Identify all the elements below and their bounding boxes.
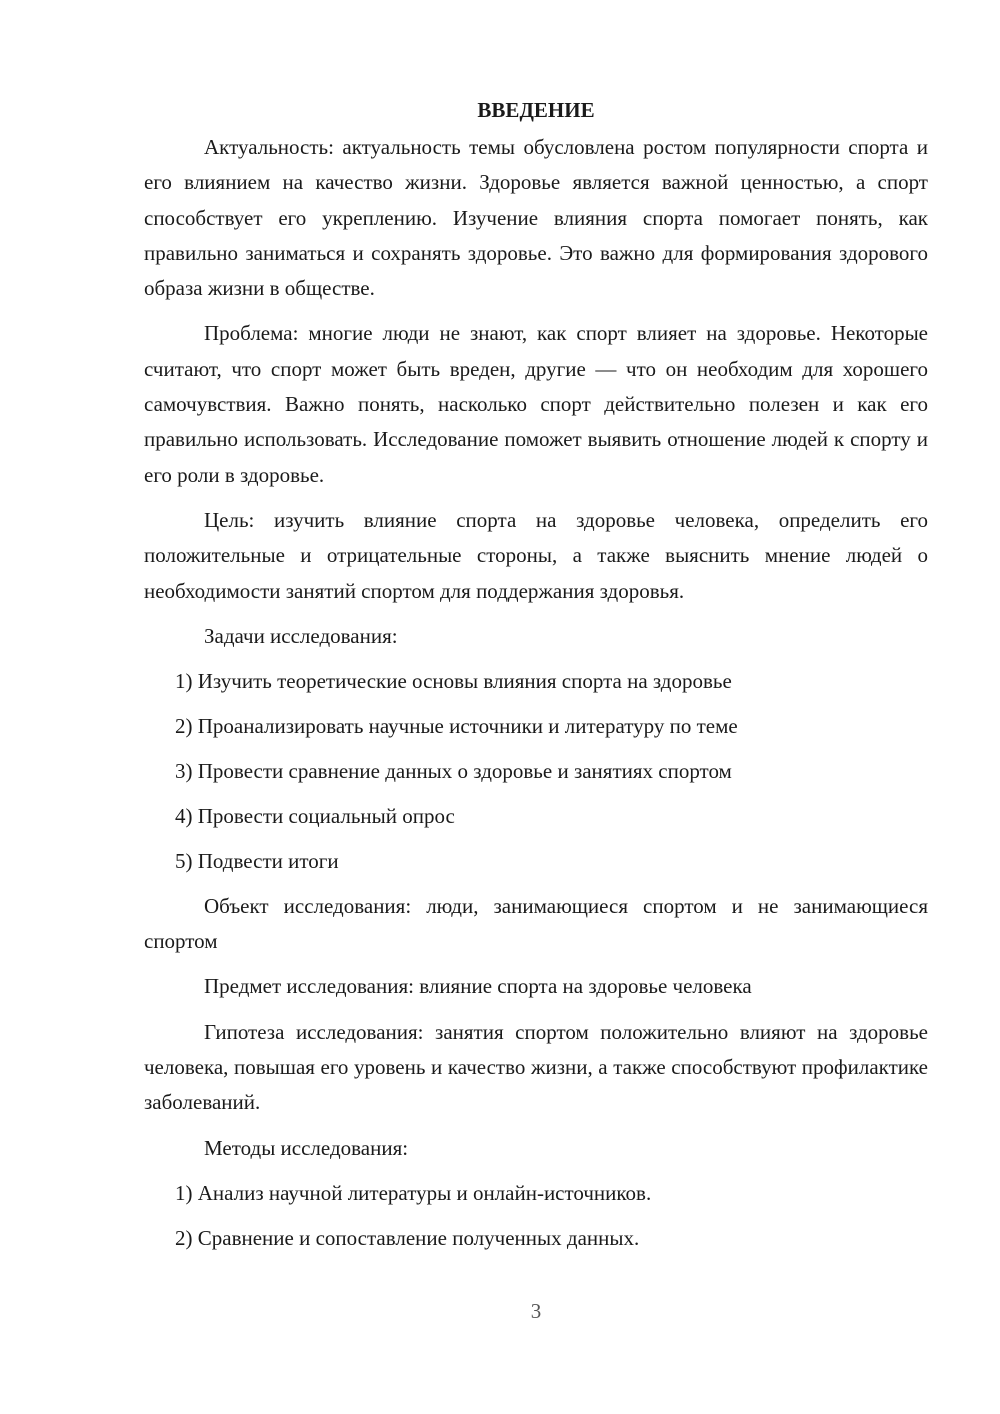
methods-heading: Методы исследования: xyxy=(204,1135,409,1160)
problem-paragraph: Проблема: многие люди не знают, как спорт влияет на здоровье. Некоторые считают, что спорт может быть вреден, другие — что он необходим для хорошего самочувствия. Важно понять, насколько спорт действительно полезен и как его правильно использовать. Исследование поможет выявить отношение людей к спорту и его роли в здоровье. xyxy=(144,321,928,487)
methods-list xyxy=(144,1176,928,1256)
task-item-5: 5) Подвести итоги xyxy=(175,848,339,873)
method-item-1: 1) Анализ научной литературы и онлайн-источников. xyxy=(175,1180,652,1205)
object-paragraph: Объект исследования: люди, занимающиеся спортом и не занимающиеся спортом xyxy=(144,893,928,954)
subject-paragraph: Предмет исследования: влияние спорта на здоровье человека xyxy=(204,974,752,999)
goal-paragraph: Цель: изучить влияние спорта на здоровье человека, определить его положительные и отрицательные стороны, а также выяснить мнение людей о необходимости занятий спортом для поддержания здоровья. xyxy=(144,507,928,603)
page-number: 3 xyxy=(530,1299,542,1323)
task-item-2: 2) Проанализировать научные источники и литературу по теме xyxy=(175,713,738,738)
task-item-1: 1) Изучить теоретические основы влияния спорта на здоровье xyxy=(175,668,732,693)
hypothesis-paragraph: Гипотеза исследования: занятия спортом положительно влияют на здоровье человека, повышая его уровень и качество жизни, а также способствуют профилактике заболеваний. xyxy=(144,1019,928,1115)
tasks-heading: Задачи исследования: xyxy=(204,623,398,648)
method-item-2: 2) Сравнение и сопоставление полученных данных. xyxy=(175,1225,640,1250)
task-item-3: 3) Провести сравнение данных о здоровье и занятиях спортом xyxy=(175,758,732,783)
task-item-4: 4) Провести социальный опрос xyxy=(175,803,455,828)
relevance-paragraph: Актуальность: актуальность темы обусловлена ростом популярности спорта и его влиянием на качество жизни. Здоровье является важной ценностью, а спорт способствует его укреплению. Изучение влияния спорта помогает понять, как правильно заниматься и сохранять здоровье. Это важно для формирования здорового образа жизни в обществе. xyxy=(144,135,928,301)
document-page xyxy=(144,90,928,1266)
page-title: ВВЕДЕНИЕ xyxy=(477,98,595,122)
tasks-list xyxy=(144,664,928,879)
